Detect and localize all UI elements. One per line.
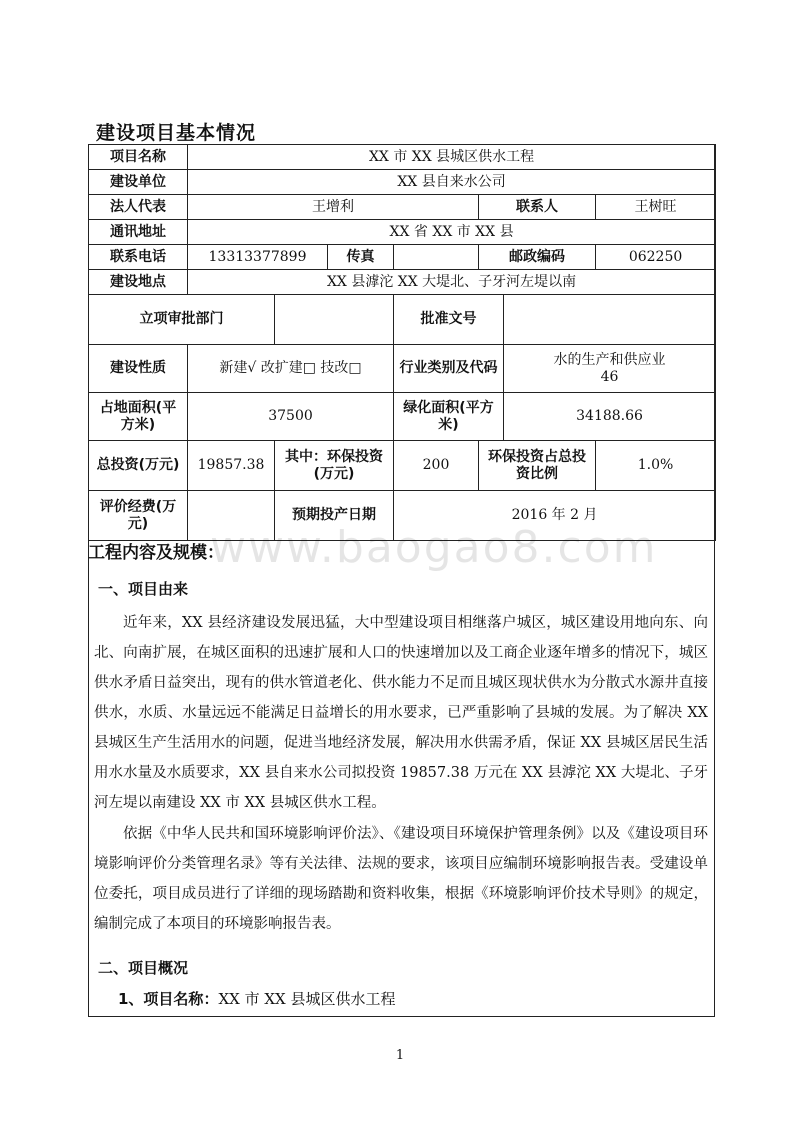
approval-no-value (504, 295, 716, 345)
builder-value: XX 县自来水公司 (188, 170, 716, 195)
land-area-label: 占地面积(平方米) (89, 393, 188, 441)
address-label: 通讯地址 (89, 220, 188, 245)
project-name-label: 项目名称 (89, 145, 188, 170)
address-value: XX 省 XX 市 XX 县 (188, 220, 716, 245)
site-label: 建设地点 (89, 270, 188, 295)
approval-dept-value (275, 295, 394, 345)
section-title: 工程内容及规模： (88, 543, 224, 563)
heading-project-origin: 一、项目由来 (98, 580, 189, 598)
page-number: 1 (395, 1048, 405, 1063)
heading-project-overview: 二、项目概况 (98, 959, 189, 977)
fax-value (394, 245, 479, 270)
postcode-label: 邮政编码 (479, 245, 596, 270)
industry-code: 46 (600, 368, 619, 385)
start-date-value: 2016 年 2 月 (394, 491, 716, 541)
approval-dept-label: 立项审批部门 (89, 295, 275, 345)
total-invest-label: 总投资(万元) (89, 441, 188, 491)
approval-no-label: 批准文号 (394, 295, 504, 345)
env-ratio-value: 1.0% (596, 441, 716, 491)
eval-fee-label: 评价经费(万元) (89, 491, 188, 541)
watermark: www.baogao8.com (210, 522, 658, 573)
phone-value: 13313377899 (188, 245, 328, 270)
nature-label: 建设性质 (89, 345, 188, 393)
basic-info-table (88, 144, 716, 541)
contact-label: 联系人 (479, 195, 596, 220)
project-name-item (118, 988, 395, 1009)
env-invest-label: 其中：环保投资(万元) (275, 441, 394, 491)
industry-value (504, 345, 716, 393)
land-area-value: 37500 (188, 393, 394, 441)
industry-name: 水的生产和供应业 (553, 352, 666, 369)
env-ratio-label: 环保投资占总投资比例 (479, 441, 596, 491)
total-invest-value: 19857.38 (188, 441, 275, 491)
contact-value: 王树旺 (596, 195, 716, 220)
start-date-label: 预期投产日期 (275, 491, 394, 541)
site-value: XX 县滹沱 XX 大堤北、子牙河左堤以南 (188, 270, 716, 295)
page-title: 建设项目基本情况 (96, 122, 257, 144)
nature-value: 新建√ 改扩建□ 技改□ (188, 345, 394, 393)
paragraph-basis: 依据《中华人民共和国环境影响评价法》、《建设项目环境保护管理条例》以及《建设项目环境影响评价分类管理名录》等有关法律、法规的要求，该项目应编制环境影响报告表。受建设单位委托，项目成员进行了详细的现场踏勘和资料收集，根据《环境影响评价技术导则》的规定，编制完成了本项目的环境影响报告表。 (94, 826, 708, 932)
env-invest-value: 200 (394, 441, 479, 491)
item-value: XX 市 XX 县城区供水工程 (218, 990, 396, 1008)
green-area-value: 34188.66 (504, 393, 716, 441)
builder-label: 建设单位 (89, 170, 188, 195)
legal-rep-value: 王增利 (188, 195, 479, 220)
legal-rep-label: 法人代表 (89, 195, 188, 220)
phone-label: 联系电话 (89, 245, 188, 270)
item-label: 1、项目名称： (118, 990, 219, 1008)
paragraph-origin: 近年来，XX 县经济建设发展迅猛，大中型建设项目相继落户城区，城区建设用地向东、向北、向南扩展，在城区面积的迅速扩展和人口的快速增加以及工商企业逐年增多的情况下，城区供水矛盾日益突出，现有的供水管道老化、供水能力不足而且城区现状供水为分散式水源井直接供水，水质、水量远远不能满足日益增长的用水要求，已严重影响了县城的发展。为了解决 XX 县城区生产生活用水的问题，促进当地经济发展，解决用水供需矛盾，保证 XX 县城区居民生活用水水量及水质要求，XX 县自来水公司拟投资 19857.38 万元在 XX 县滹沱 XX 大堤北、子牙河左堤以南建设 XX 市 XX 县城区供水工程。 (94, 615, 708, 811)
industry-label: 行业类别及代码 (394, 345, 504, 393)
postcode-value: 062250 (596, 245, 716, 270)
project-name-value: XX 市 XX 县城区供水工程 (188, 145, 716, 170)
fax-label: 传真 (328, 245, 394, 270)
green-area-label: 绿化面积(平方米) (394, 393, 504, 441)
